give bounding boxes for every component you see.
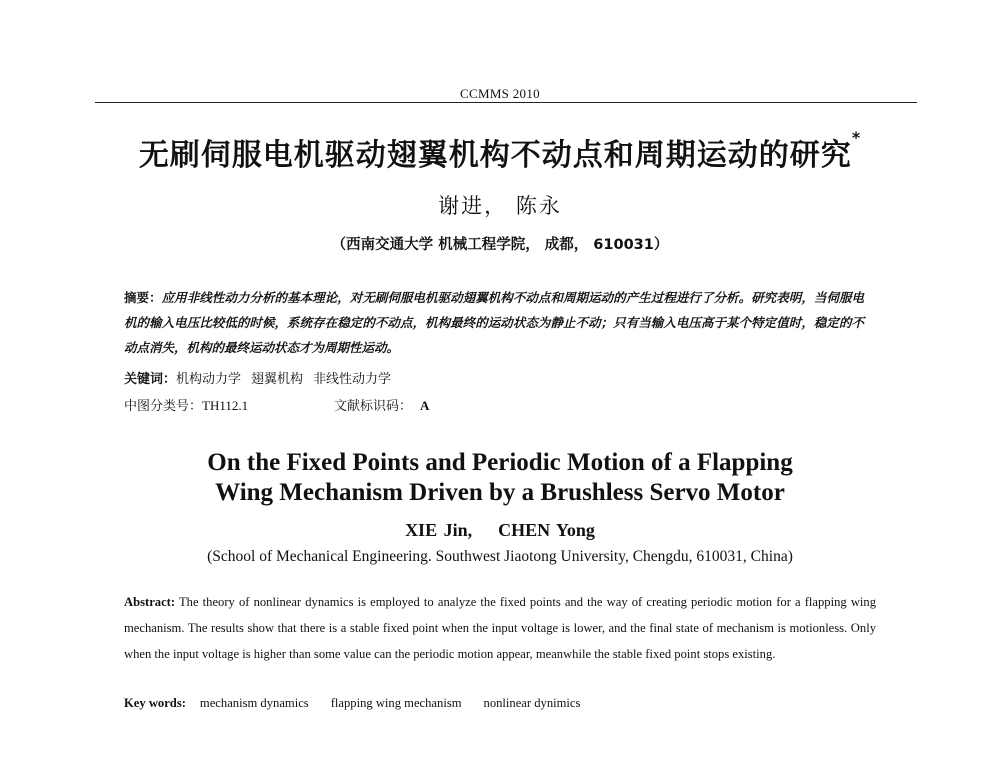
chinese-keywords (124, 368, 864, 387)
english-keyword: nonlinear dynimics (483, 696, 581, 710)
chinese-keyword: 机构动力学 (176, 372, 242, 387)
english-keywords (124, 696, 876, 711)
document-code-value: A (420, 398, 430, 413)
english-abstract (124, 589, 876, 667)
english-authors: XIE Jin, CHEN Yong (405, 520, 595, 540)
english-abstract-label: Abstract: (124, 595, 176, 609)
english-keyword: flapping wing mechanism (330, 696, 462, 710)
chinese-classification (124, 395, 864, 414)
english-abstract-text: The theory of nonlinear dynamics is employed to analyze the fixed points and the way of creating periodic motion for a flapping wing mechanism. The results show that there is a stable fixed point when the input voltage is lower, and the final state of mechanism is motionless. Only when the input voltage is higher than some value can the periodic motion appear, meanwhile the stable fixed point stops existing. (124, 595, 877, 661)
chinese-authors: 谢进， 陈永 (438, 194, 562, 218)
english-keywords-label: Key words: (124, 696, 186, 710)
chinese-keywords-label: 关键词： (124, 372, 177, 387)
header-rule (95, 102, 917, 103)
journal-header: CCMMS 2010 (460, 86, 540, 101)
chinese-abstract-label: 摘要： (124, 290, 162, 305)
chinese-keyword: 非线性动力学 (313, 372, 392, 387)
classification-label: 中图分类号： (124, 399, 203, 414)
classification-code: TH112.1 (202, 398, 249, 413)
chinese-abstract-text: 应用非线性动力分析的基本理论，对无刷伺服电机驱动翅翼机构不动点和周期运动的产生过程进行了分析。研究表明，当伺服电机的输入电压比较低的时候，系统存在稳定的不动点，机构最终的运动状态为静止不动；只有当输入电压高于某个特定值时，稳定的不动点消失，机构的最终运动状态才为周期性运动。 (124, 290, 864, 355)
chinese-title (0, 130, 1000, 174)
document-code-label: 文献标识码： (334, 399, 413, 414)
chinese-keyword: 翅翼机构 (251, 372, 304, 387)
chinese-affiliation: （西南交通大学 机械工程学院， 成都， 610031） (331, 237, 669, 253)
english-keyword: mechanism dynamics (199, 696, 309, 710)
title-footnote-mark: * (851, 128, 862, 147)
chinese-title-text: 无刷伺服电机驱动翅翼机构不动点和周期运动的研究 (138, 138, 852, 173)
english-title-line: Wing Mechanism Driven by a Brushless Servo Motor (215, 479, 785, 506)
english-affiliation: (School of Mechanical Engineering. Southwest Jiaotong University, Chengdu, 610031, China) (207, 548, 793, 565)
document-code (334, 395, 429, 414)
english-title (0, 448, 1000, 508)
english-title-line: On the Fixed Points and Periodic Motion of a Flapping (207, 449, 793, 476)
chinese-abstract (124, 285, 864, 360)
